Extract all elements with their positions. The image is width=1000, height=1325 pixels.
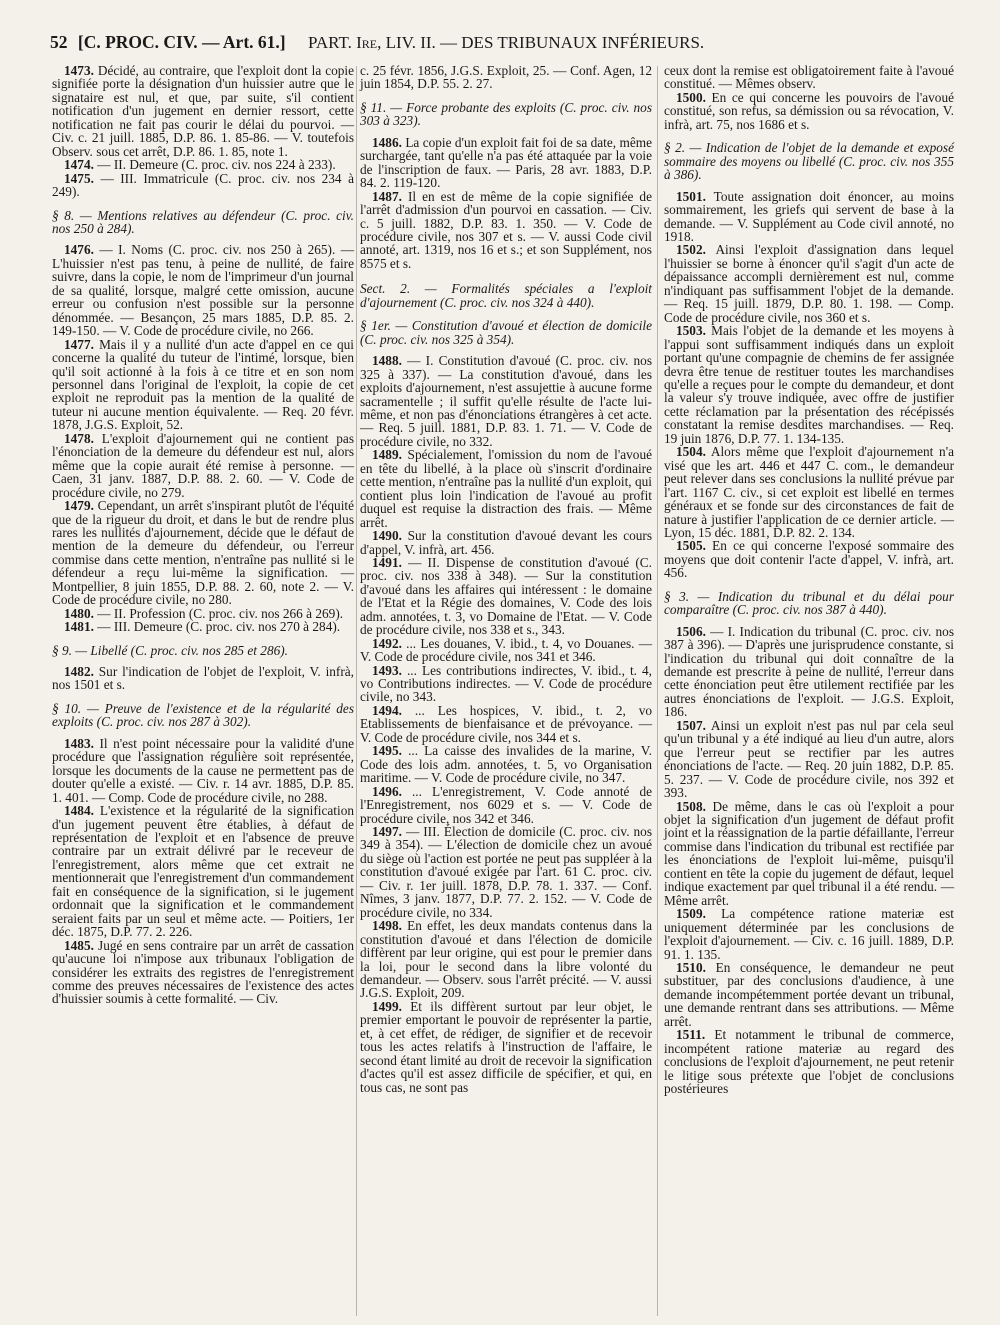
paragraph [664,1028,954,1095]
heading-text: § 9. — Libellé (C. proc. civ. nos 285 et 286). [52,642,288,658]
subsection-heading [664,590,954,617]
paragraph-number: 1475. [64,170,94,186]
paragraph-number: 1476. [64,242,94,258]
paragraph-text: Sur la constitution d'avoué devant les cours d'appel, V. infrà, art. 456. [360,528,652,557]
paragraph [52,607,354,620]
paragraph-number: 1502. [676,242,706,258]
paragraph-text: — II. Dispense de constitution d'avoué (C. proc. civ. nos 338 à 348). — Sur la constitution d'avoué dans les affaires qui intéressent : le domaine de l'Etat et la Régie des domaines, V. Code des lois adm. annotées, t. 3, vo Domaine de l'Etat. — V. Code de procédure civile, nos 338 et s., 343. [360,554,652,638]
paragraph [664,445,954,539]
running-title: [C. PROC. CIV. — Art. 61.] [77,32,286,52]
paragraph-text: — I. Indication du tribunal (C. proc. civ. nos 387 à 396). — D'après une jurisprudence constante, si l'indication du tribunal qui doit connaître de la demande est prescrite à peine de nullité, l'erreur dans cette énonciation peut être utilement rectifiée par les autres énonciations de l'exploit. — J.G.S. Exploit, 186. [664,623,954,720]
paragraph [360,136,652,190]
paragraph-number: 1493. [372,662,402,678]
paragraph-text: Et notamment le tribunal de commerce, incompétent ratione materiæ au regard des conclusions de l'exploit d'ajournement, ne peut retenir le litige sous prétexte que l'objet de conclusions postérieures [664,1027,954,1097]
paragraph-text: Toute assignation doit énoncer, au moins sommairement, les griefs qui servent de base à la demande. — V. Supplément au Code civil annoté, no 1918. [664,188,954,244]
paragraph-text: Spécialement, l'omission du nom de l'avoué en tête du libellé, à la place où s'inscrit d'ordinaire cette mention, n'entraîne pas la nullité d'un exploit, qui contient plus loin l'indication de l'avoué au profit duquel est requise la distraction des frais. — Même arrêt. [360,447,653,530]
paragraph-text: Décidé, au contraire, que l'exploit dont la copie signifiée porte la désignation d'un huissier autre que le signataire est nul, et que, par suite, s'il contient notification d'un jugement en dernier ressort, cette notification ne fait pas courir le délai du pourvoi. — Civ. c. 21 juill. 1885, D.P. 86. 1. 85-86. — V. toutefois Observ. sous cet arrêt, D.P. 86. 1. 85, note 1. [52,63,354,159]
paragraph-text: De même, dans le cas où l'exploit a pour objet la signification d'un jugement de défaut profit joint et la réassignation de la partie défaillante, l'erreur commise dans l'indication du tribunal est rectifiée par les énonciations de l'exploit lui-même, puisqu'il contient en tête la copie du jugement de défaut, lequel indique exactement par quel tribunal il a été rendu. — Même arrêt. [664,798,955,908]
paragraph-number: 1487. [372,188,402,204]
paragraph [664,907,954,961]
paragraph-text: Alors même que l'exploit d'ajournement n'a visé que les art. 446 et 447 C. com., le demandeur peut relever dans ses conclusions la nullité prévue par l'art. 1167 C. civ., si cet exploit est libellé en termes généraux et se fonde sur des circonstances de fait de nature à justifier l'application de ce dernier article. — Lyon, 15 déc. 1881, D.P. 82. 2. 134. [664,444,954,540]
paragraph-text: Mais l'objet de la demande et les moyens à l'appui sont suffisamment indiqués dans un exploit portant qu'une compagnie de chemins de fer assignée devra être tenue de restituer toutes les marchandises qu'elle a reçues pour le compte du demandeur, et dont la valeur s'y trouve indiquée, avec offre de justifier cette réclamation par la présentation des récépissés constatant la remise desdites marchandises. — Req. 19 juin 1876, D.P. 77. 1. 134-135. [664,323,955,446]
paragraph-text: Il n'est point nécessaire pour la validité d'une procédure que l'assignation régulière soit représentée, lorsque les documents de la cause ne permettent pas de douter qu'elle a existé. — Civ. r. 14 avr. 1885, D.P. 85. 1. 401. — Comp. Code de procédure civile, no 288. [52,735,354,805]
paragraph [664,719,954,800]
subsection-heading [664,141,954,181]
paragraph-number: 1504. [676,444,706,460]
paragraph-text: La compétence ratione materiæ est uniquement déterminée par les conclusions de l'exploit d'ajournement. — Civ. c. 16 juill. 1889, D.P. 91. 1. 135. [664,906,954,962]
paragraph-number: 1491. [372,554,402,570]
paragraph-number: 1484. [64,803,94,819]
paragraph-number: 1494. [372,702,402,718]
paragraph [664,91,954,131]
paragraph-number: 1483. [64,735,94,751]
paragraph [360,190,652,271]
paragraph-text: — II. Demeure (C. proc. civ. nos 224 à 233). [97,157,336,173]
paragraph-text: ... Les douanes, V. ibid., t. 4, vo Douanes. — V. Code de procédure civile, nos 341 et 346. [360,635,652,665]
paragraph-number: 1482. [64,664,94,680]
paragraph-number: 1474. [64,157,94,173]
section-heading [360,282,652,309]
paragraph-number: 1511. [676,1027,706,1043]
paragraph-text: En effet, les deux mandats contenus dans la constitution d'avoué et dans l'élection de domicile diffèrent par leur origine, qui est pour le premier dans la loi, pour le second dans la libre volonté du demandeur. — Observ. sous l'arrêt précité. — V. aussi J.G.S. Exploit, 209. [360,918,652,1001]
heading-text: § 1er. — Constitution d'avoué et élection de domicile (C. proc. civ. nos 325 à 354). [360,318,652,347]
paragraph [664,800,954,908]
paragraph-text: ... Les hospices, V. ibid., t. 2, vo Etablissements de bienfaisance et de prévoyance. — V. Code de procédure civile, nos 344 et s. [360,702,652,745]
subsection-heading [360,101,652,128]
paragraph-number: 1481. [64,619,94,635]
paragraph-number: 1503. [676,323,706,339]
paragraph [360,529,652,556]
paragraph [52,172,354,199]
paragraph-number: 1510. [676,960,706,975]
paragraph [360,664,652,704]
paragraph-number: 1505. [676,538,706,554]
paragraph-text: Cependant, un arrêt s'inspirant plutôt de l'équité que de la rigueur du droit, et dans le but de rendre plus rares les nullités d'ajournement, décide que le défaut de mention de la demeure du défendeur, ou l'erreur commise dans cette mention, n'entraîne pas nullité si le défendeur a reçu lui-même la signification. — Montpellier, 8 juin 1855, D.P. 88. 2. 60, note 2. — V. Code de procédure civile, no 280. [52,498,355,608]
paragraph-text: La copie d'un exploit fait foi de sa date, même surchargée, tant qu'elle n'a pas été attaquée par la voie de l'inscription de faux. — Paris, 28 avr. 1883, D.P. 84. 2. 119-120. [360,134,652,191]
paragraph-number: 1478. [64,430,94,446]
paragraph [52,432,354,499]
paragraph-text: — III. Immatricule (C. proc. civ. nos 234 à 249). [52,170,354,200]
paragraph [52,338,354,432]
paragraph-number: 1499. [372,998,402,1014]
paragraph [360,1000,652,1094]
paragraph-text: Ainsi l'exploit d'assignation dans lequel l'huissier se borne à énoncer qu'il s'agit d'un acte de dépaissance accompli dernièrement est nul, comme n'indiquant pas suffisamment l'objet de la demande. — Req. 15 juill. 1879, D.P. 80. 1. 198. — Comp. Code de procédure civile, nos 360 et s. [664,242,954,325]
paragraph-number: 1492. [372,635,402,651]
paragraph-text: Mais il y a nullité d'un acte d'appel en ce qui concerne la qualité du tuteur de l'intimé, lorsque, bien qu'il soit actionné à la fois à ce titre et en son nom personnel dans l'original de l'exploit, la copie de cet exploit ne reproduit pas la mention de la qualité de tuteur ni aucune mention équivalente. — Req. 20 févr. 1878, J.G.S. Exploit, 52. [52,336,354,433]
paragraph-text: ... Les contributions indirectes, V. ibid., t. 4, vo Contributions indirectes. — V. Code de procédure civile, no 343. [360,662,652,705]
paragraph [52,243,354,337]
heading-text: § 3. — Indication du tribunal et du délai pour comparaître (C. proc. civ. nos 387 à 440). [664,588,954,618]
paragraph-text: Et ils diffèrent surtout par leur objet, le premier emportant le pouvoir de représenter la partie, et, à cet effet, de rédiger, de signifier et de recevoir tous les actes relatifs à l'instruction de l'affaire, le second étant limité au droit de recevoir la signification d'actes qu'il est assez difficile de spécifier, et qui, en tous cas, ne sont pas [360,998,652,1095]
paragraph-number: 1488. [372,353,402,369]
paragraph-text: Sur l'indication de l'objet de l'exploit, V. infrà, nos 1501 et s. [52,664,354,693]
column-divider [657,66,658,1316]
paragraph-number: 1495. [372,743,402,759]
paragraph-number: 1485. [64,937,94,953]
paragraph-number: 1509. [676,906,706,922]
paragraph-text: L'existence et la régularité de la signification d'un jugement peuvent être établies, à défaut de représentation de l'exploit et en l'absence de preuve contraire par un extrait délivré par le receveur de l'enregistrement, alors même que cet extrait ne mentionnerait que l'enregistrement d'un commandement fait en conséquence de la signification, si le jugement ordonnait que la signification et le commandement seraient faits par un seul et même acte. — Poitiers, 1er déc. 1875, D.P. 77. 2. 226. [52,803,354,940]
paragraph-number: 1486. [372,134,402,150]
heading-text: Sect. 2. — Formalités spéciales a l'exploit d'ajournement (C. proc. civ. nos 324 à 440). [360,281,652,310]
paragraph-text: c. 25 févr. 1856, J.G.S. Exploit, 25. — Conf. Agen, 12 juin 1854, D.P. 55. 2. 27. [360,63,652,92]
paragraph-number: 1480. [64,605,94,621]
paragraph [664,190,954,244]
paragraph-number: 1508. [676,798,706,814]
paragraph-text: — I. Constitution d'avoué (C. proc. civ. nos 325 à 337). — La constitution d'avoué, dans les exploits d'ajournement, n'est assujettie à aucune forme sacramentelle ; il suffit qu'elle résulte de l'acte lui-même, et non pas d'énonciations étrangères à cet acte. — Req. 5 juill. 1881, D.P. 83. 1. 71. — V. Code de procédure civile, no 332. [360,353,652,449]
page-number: 52 [50,32,68,52]
paragraph-text: — II. Profession (C. proc. civ. nos 266 à 269). [97,605,344,621]
paragraph-number: 1507. [676,717,706,733]
paragraph-text: — III. Élection de domicile (C. proc. civ. nos 349 à 354). — L'élection de domicile chez un avoué du siège où l'action est portée ne peut pas suppléer à la constitution d'avoué exigée par l'art. 61 C. proc. civ. — Civ. r. 1er juill. 1878, D.P. 78. 1. 337. — Conf. Nîmes, 3 janv. 1877, D.P. 77. 2. 152. — V. Code de procédure civile, no 334. [360,824,652,920]
heading-text: § 8. — Mentions relatives au défendeur (C. proc. civ. nos 250 à 284). [52,207,354,236]
paragraph [52,620,354,633]
paragraph [52,499,354,607]
paragraph-text: L'exploit d'ajournement qui ne contient pas l'énonciation de la demeure du défendeur est nul, alors même que la copie aurait été remise à personne. — Caen, 31 janv. 1887, D.P. 88. 2. 60. — V. Code de procédure civile, no 279. [52,430,355,500]
paragraph [664,539,954,579]
page-header [50,32,950,53]
paragraph-text: ... L'enregistrement, V. Code annoté de l'Enregistrement, nos 6029 et s. — V. Code de procédure civile, nos 342 et 346. [360,783,653,826]
paragraph-text: ... La caisse des invalides de la marine, V. Code des lois adm. annotées, t. 5, vo Organisation maritime. — V. Code de procédure civile, no 347. [360,743,652,786]
column-divider [356,66,357,1316]
paragraph [360,556,652,637]
paragraph [664,961,954,1028]
paragraph-text: Jugé en sens contraire par un arrêt de cassation qu'aucune loi n'impose aux tribunaux l'obligation de considérer les extraits des registres de l'enregistrement comme des preuves nécessaires de l'existence des actes d'huissier soumis à cette formalité. — Civ. [52,937,354,1007]
paragraph-number: 1473. [64,63,94,78]
paragraph-text: En ce qui concerne les pouvoirs de l'avoué constitué, son refus, sa démission ou sa révocation, V. infrà, art. 75, nos 1686 et s. [664,89,955,132]
paragraph [664,64,954,91]
subsection-heading [52,702,354,729]
paragraph-number: 1496. [372,783,402,799]
paragraph-text: En conséquence, le demandeur ne peut substituer, par des conclusions d'audience, à une demande incompétemment portée devant un tribunal, une demande rentrant dans ses attributions. — Même arrêt. [664,960,954,1029]
paragraph [664,324,954,445]
paragraph [52,939,354,1006]
paragraph [52,158,354,171]
text-column-right [664,64,954,1096]
paragraph-number: 1479. [64,498,94,514]
paragraph-number: 1477. [64,336,94,352]
heading-text: § 11. — Force probante des exploits (C. proc. civ. nos 303 à 323). [360,99,652,129]
section-title: PART. Ire, LIV. II. — DES TRIBUNAUX INFÉRIEURS. [307,33,705,52]
paragraph-number: 1497. [372,824,402,840]
paragraph [52,64,354,158]
paragraph-text: — III. Demeure (C. proc. civ. nos 270 à 284). [97,619,341,635]
paragraph-number: 1498. [372,918,402,934]
paragraph-text: Il en est de même de la copie signifiée de l'arrêt d'admission d'un pourvoi en cassation. — Civ. c. 5 juill. 1882, D.P. 83. 1. 350. — V. Code de procédure civile, nos 307 et s. — V. aussi Code civil annoté, art. 1319, nos 16 et s.; et son Supplément, nos 8575 et s. [360,188,652,271]
paragraph [52,804,354,939]
paragraph [360,704,652,744]
paragraph [52,737,354,804]
paragraph [360,64,652,91]
paragraph-text: — I. Noms (C. proc. civ. nos 250 à 265). — L'huissier n'est pas tenu, à peine de nullité, de faire suivre, dans la copie, le nom de l'imprimeur d'un journal de sa qualité, lorsque, malgré cette omission, aucune erreur ou confusion n'est possible sur la personne dénommée. — Besançon, 25 mars 1885, D.P. 85. 2. 149-150. — V. Code de procédure civile, no 266. [52,242,355,339]
paragraph [360,744,652,784]
subsection-heading [360,319,652,346]
paragraph [360,448,652,529]
text-column-middle [360,64,652,1094]
paragraph [360,785,652,825]
paragraph-number: 1501. [676,188,706,204]
paragraph-number: 1500. [676,89,706,105]
paragraph-number: 1506. [676,623,706,639]
text-column-left [52,64,354,1006]
paragraph-number: 1490. [372,528,402,544]
subsection-heading [52,644,354,657]
paragraph-text: ceux dont la remise est obligatoirement faite à l'avoué constitué. — Mêmes observ. [664,63,954,92]
paragraph [664,625,954,719]
paragraph [360,919,652,1000]
subsection-heading [52,209,354,236]
paragraph-text: En ce qui concerne l'exposé sommaire des moyens que doit contenir l'acte d'appel, V. infrà, art. 456. [664,538,954,581]
paragraph [360,825,652,919]
paragraph [360,354,652,448]
paragraph [52,665,354,692]
paragraph [360,637,652,664]
heading-text: § 10. — Preuve de l'existence et de la régularité des exploits (C. proc. civ. nos 287 à 302). [52,700,354,730]
paragraph-text: Ainsi un exploit n'est pas nul par cela seul qu'un tribunal y a été indiqué au lieu d'un autre, alors que l'erreur peut se rectifier par les autres énonciations de l'acte. — Req. 20 juin 1882, D.P. 85. 5. 237. — V. Code de procédure civile, nos 392 et 393. [664,717,954,801]
paragraph [664,243,954,324]
paragraph-number: 1489. [372,447,402,463]
heading-text: § 2. — Indication de l'objet de la demande et exposé sommaire des moyens ou libellé (C. proc. civ. nos 355 à 386). [664,140,954,183]
